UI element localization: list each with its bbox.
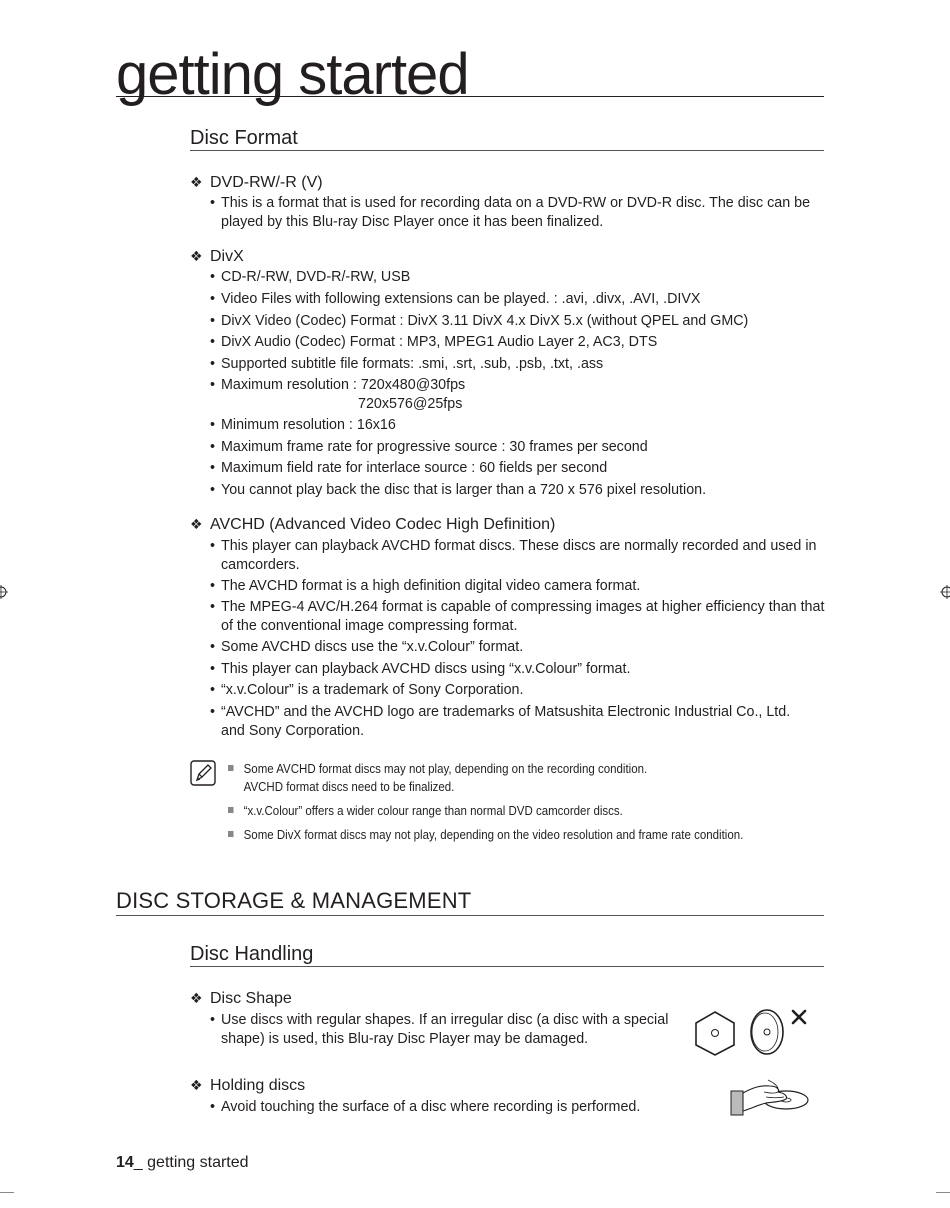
heading-text: Holding discs	[210, 1077, 306, 1094]
list-item: • CD-R/-RW, DVD-R/-RW, USB	[210, 269, 411, 285]
list-item: • Maximum field rate for interlace source : 60 fields per second	[210, 460, 608, 476]
list-item: • Avoid touching the surface of a disc where recording is performed.	[210, 1099, 641, 1115]
list-item: • Video Files with following extensions can be played. : .avi, .divx, .AVI, .DIVX	[210, 291, 701, 307]
diamond-bullet-icon: ❖	[190, 248, 203, 264]
heading-holding-discs	[190, 1075, 305, 1096]
list-item: • The AVCHD format is a high definition digital video camera format.	[210, 578, 641, 594]
oval-disc-icon	[748, 1006, 788, 1058]
square-bullet-icon	[228, 831, 234, 837]
list-item: • “AVCHD” and the AVCHD logo are trademarks of Matsushita Electronic Industrial Co., Ltd.	[210, 704, 791, 720]
list-item: • Maximum frame rate for progressive source : 30 frames per second	[210, 439, 648, 455]
registration-mark-icon	[0, 585, 8, 599]
list-item-continuation: played by this Blu-ray Disc Player once it has been finalized.	[221, 214, 604, 230]
list-item: • This is a format that is used for recording data on a DVD-RW or DVD-R disc. The disc can be	[210, 195, 811, 211]
list-item-continuation: 720x576@25fps	[358, 396, 463, 412]
page-number: 14	[116, 1154, 134, 1171]
heading-disc-shape	[190, 988, 292, 1009]
crop-mark	[936, 1192, 950, 1193]
heading-text: DVD-RW/-R (V)	[210, 174, 323, 191]
list-item: • This player can playback AVCHD format discs. These discs are normally recorded and used in	[210, 538, 817, 554]
list-item: • You cannot play back the disc that is larger than a 720 x 576 pixel resolution.	[210, 482, 707, 498]
heading-disc-storage: DISC STORAGE & MANAGEMENT	[116, 888, 472, 913]
heading-dvd-rw	[190, 172, 323, 193]
list-item: • This player can playback AVCHD discs using “x.v.Colour” format.	[210, 661, 631, 677]
note-item-continuation: AVCHD format discs need to be finalized.	[243, 780, 455, 794]
list-item: • DivX Audio (Codec) Format : MP3, MPEG1 Audio Layer 2, AC3, DTS	[210, 334, 658, 350]
list-item: • DivX Video (Codec) Format : DivX 3.11 DivX 4.x DivX 5.x (without QPEL and GMC)	[210, 313, 749, 329]
heading-disc-format: Disc Format	[190, 127, 298, 149]
note-item: Some DivX format discs may not play, depending on the video resolution and frame rate condition.	[228, 826, 743, 844]
crop-mark	[0, 1192, 14, 1193]
cross-icon	[790, 1008, 808, 1026]
list-item: • Supported subtitle file formats: .smi, .srt, .sub, .psb, .txt, .ass	[210, 356, 604, 372]
list-item-continuation: and Sony Corporation.	[221, 723, 365, 739]
list-item: • Minimum resolution : 16x16	[210, 417, 396, 433]
square-bullet-icon	[228, 807, 234, 813]
note-item: Some AVCHD format discs may not play, depending on the recording condition.	[228, 760, 647, 778]
hexagon-disc-icon	[690, 1008, 740, 1058]
list-item-continuation: shape) is used, this Blu-ray Disc Player may be damaged.	[221, 1031, 589, 1047]
heading-disc-handling: Disc Handling	[190, 943, 314, 965]
diamond-bullet-icon: ❖	[190, 516, 203, 532]
diamond-bullet-icon: ❖	[190, 990, 203, 1006]
heading-rule	[190, 966, 824, 967]
heading-avchd	[190, 514, 555, 535]
note-item: “x.v.Colour” offers a wider colour range than normal DVD camcorder discs.	[228, 802, 623, 820]
title-rule	[116, 96, 824, 97]
diamond-bullet-icon: ❖	[190, 174, 203, 190]
list-item: • The MPEG-4 AVC/H.264 format is capable of compressing images at higher efficiency than that	[210, 599, 825, 615]
square-bullet-icon	[228, 765, 234, 771]
list-item-continuation: of the conventional image compressing format.	[221, 618, 518, 634]
heading-rule	[190, 150, 824, 151]
diamond-bullet-icon: ❖	[190, 1077, 203, 1093]
page-footer	[116, 1152, 249, 1174]
heading-text: AVCHD (Advanced Video Codec High Definition)	[210, 516, 556, 533]
list-item: • “x.v.Colour” is a trademark of Sony Corporation.	[210, 682, 524, 698]
list-item-continuation: camcorders.	[221, 557, 300, 573]
hand-holding-disc-icon	[728, 1076, 810, 1118]
page-title: getting started	[116, 42, 469, 107]
heading-divx	[190, 246, 244, 267]
heading-rule	[116, 915, 824, 916]
list-item: • Maximum resolution : 720x480@30fps	[210, 377, 466, 393]
list-item: • Use discs with regular shapes. If an irregular disc (a disc with a special	[210, 1012, 669, 1028]
heading-text: DivX	[210, 248, 244, 265]
note-pencil-icon	[190, 760, 216, 786]
registration-mark-icon	[940, 585, 950, 599]
heading-text: Disc Shape	[210, 990, 292, 1007]
footer-label: _ getting started	[133, 1154, 249, 1171]
list-item: • Some AVCHD discs use the “x.v.Colour” format.	[210, 639, 524, 655]
